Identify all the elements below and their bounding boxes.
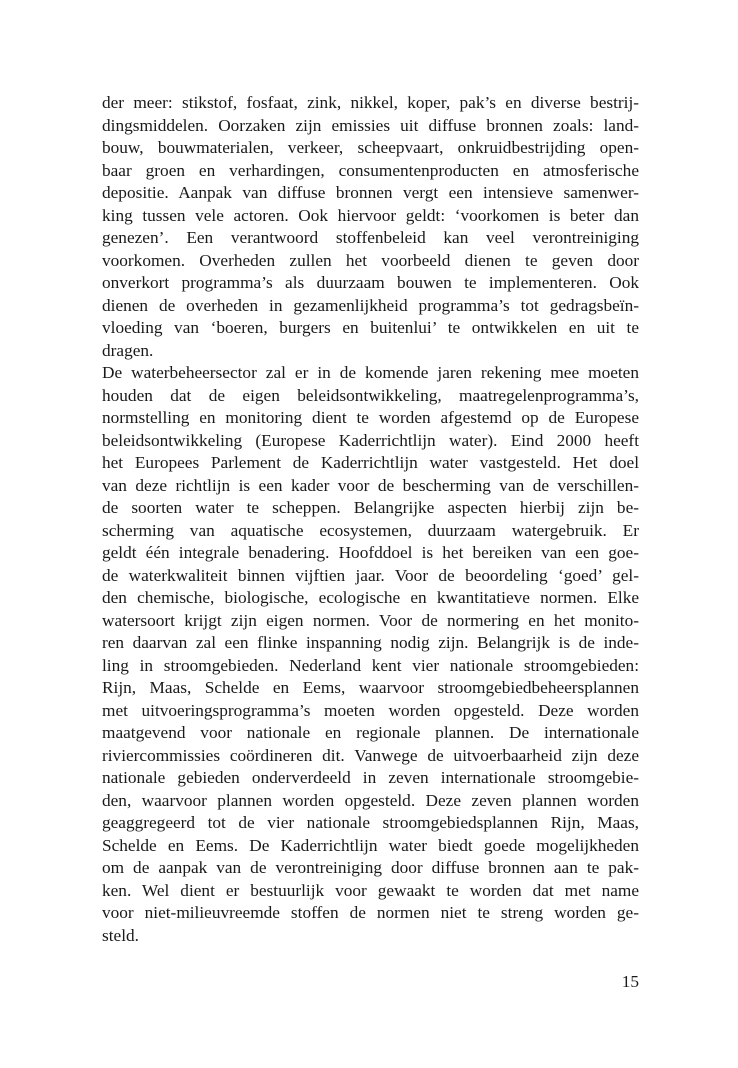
text-line: Rijn, Maas, Schelde en Eems, waarvoor stroomgebiedbeheersplannen — [102, 678, 639, 697]
page-number: 15 — [621, 972, 639, 991]
text-line: dingsmiddelen. Oorzaken zijn emissies uit diffuse bronnen zoals: land- — [102, 115, 639, 135]
text-line: het Europees Parlement de Kaderrichtlijn water vastgesteld. Het doel — [102, 453, 639, 472]
text-line: voorkomen. Overheden zullen het voorbeeld dienen te geven door — [102, 250, 639, 270]
text-line: houden dat de eigen beleidsontwikkeling, maatregelenprogramma’s, — [102, 385, 639, 405]
text-line: met uitvoeringsprogramma’s moeten worden opgesteld. Deze worden — [102, 700, 639, 720]
text-line: van deze richtlijn is een kader voor de bescherming van de verschillen- — [102, 475, 639, 495]
text-line: dragen. — [102, 340, 154, 360]
text-line: baar groen en verhardingen, consumentenproducten en atmosferische — [102, 160, 639, 180]
text-line: maatgevend voor nationale en regionale plannen. De internationale — [102, 723, 639, 742]
paragraph-kaderrichtlijn-water — [102, 362, 639, 947]
text-line: De waterbeheersector zal er in de komende jaren rekening mee moeten — [102, 363, 639, 382]
text-line: scherming van aquatische ecosystemen, duurzaam watergebruik. Er — [102, 520, 639, 540]
paragraph-diffuse-sources — [102, 92, 639, 362]
text-line: ken. Wel dient er bestuurlijk voor gewaakt te worden dat met name — [102, 880, 639, 900]
text-line: der meer: stikstof, fosfaat, zink, nikkel, koper, pak’s en diverse bestrij- — [102, 93, 639, 112]
text-line: beleidsontwikkeling (Europese Kaderrichtlijn water). Eind 2000 heeft — [102, 430, 639, 450]
text-line: onverkort programma’s als duurzaam bouwen te implementeren. Ook — [102, 273, 639, 292]
text-line: vloeding van ‘boeren, burgers en buitenlui’ te ontwikkelen en uit te — [102, 318, 639, 337]
text-line: geldt één integrale benadering. Hoofddoel is het bereiken van een goe- — [102, 543, 639, 562]
text-line: den chemische, biologische, ecologische en kwantitatieve normen. Elke — [102, 588, 639, 607]
text-line: nationale gebieden onderverdeeld in zeven internationale stroomgebie- — [102, 768, 639, 787]
text-line: bouw, bouwmaterialen, verkeer, scheepvaart, onkruidbestrijding open- — [102, 138, 639, 157]
text-line: de soorten water te scheppen. Belangrijke aspecten hierbij zijn be- — [102, 498, 639, 517]
text-line: de waterkwaliteit binnen vijftien jaar. Voor de beoordeling ‘goed’ gel- — [102, 565, 639, 585]
text-line: Schelde en Eems. De Kaderrichtlijn water biedt goede mogelijkheden — [102, 835, 639, 855]
text-line: ling in stroomgebieden. Nederland kent vier nationale stroomgebieden: — [102, 655, 639, 675]
text-line: ren daarvan zal een flinke inspanning nodig zijn. Belangrijk is de inde- — [102, 633, 639, 652]
text-line: watersoort krijgt zijn eigen normen. Voor de normering en het monito- — [102, 610, 639, 630]
text-line: den, waarvoor plannen worden opgesteld. Deze zeven plannen worden — [102, 790, 639, 810]
text-line: geaggregeerd tot de vier nationale stroomgebiedsplannen Rijn, Maas, — [102, 813, 639, 832]
text-line: genezen’. Een verantwoord stoffenbeleid kan veel verontreiniging — [102, 228, 639, 247]
text-line: om de aanpak van de verontreiniging door diffuse bronnen aan te pak- — [102, 858, 639, 877]
text-line: king tussen vele actoren. Ook hiervoor geldt: ‘voorkomen is beter dan — [102, 205, 639, 225]
text-line: depositie. Aanpak van diffuse bronnen vergt een intensieve samenwer- — [102, 183, 639, 202]
text-line: voor niet-milieuvreemde stoffen de normen niet te streng worden ge- — [102, 903, 639, 922]
text-line: riviercommissies coördineren dit. Vanwege de uitvoerbaarheid zijn deze — [102, 745, 639, 765]
text-line: normstelling en monitoring dient te worden afgestemd op de Europese — [102, 408, 639, 427]
page-body — [102, 92, 639, 947]
text-line: dienen de overheden in gezamenlijkheid programma’s tot gedragsbeïn- — [102, 295, 639, 315]
text-line: steld. — [102, 925, 139, 945]
